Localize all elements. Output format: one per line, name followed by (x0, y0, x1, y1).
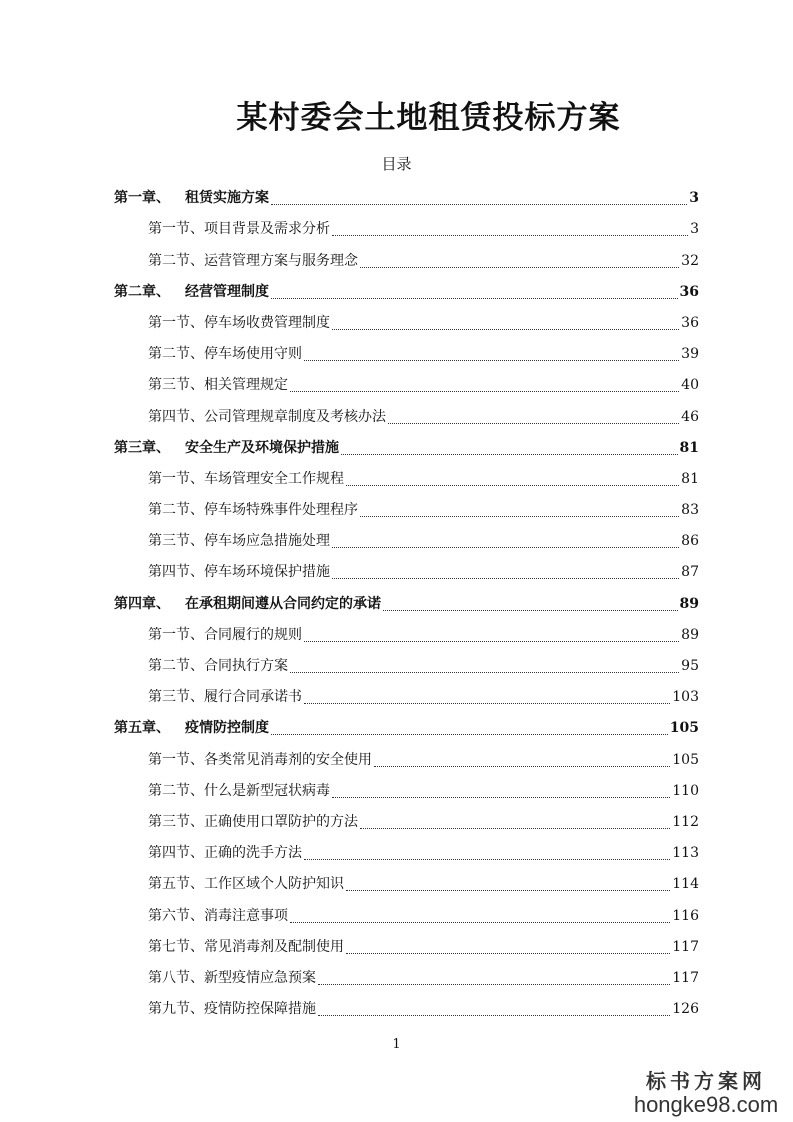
toc-dot-leader (304, 701, 670, 704)
toc-dot-leader (271, 202, 687, 205)
toc-page-number: 46 (681, 408, 699, 425)
toc-page-number: 105 (672, 751, 699, 768)
toc-dot-leader (341, 452, 678, 455)
toc-section-entry[interactable] (114, 807, 699, 838)
toc-page-number: 40 (681, 377, 699, 394)
toc-dot-leader (332, 233, 688, 236)
toc-entry-label (148, 869, 344, 900)
toc-dot-leader (374, 764, 670, 767)
toc-section-entry[interactable] (114, 651, 699, 682)
toc-entry-label (114, 183, 269, 214)
toc-entry-title: 第二节、运营管理方案与服务理念 (148, 252, 358, 269)
toc-section-entry[interactable] (114, 495, 699, 526)
toc-dot-leader (290, 670, 679, 673)
toc-entry-title: 第四节、正确的洗手方法 (148, 845, 302, 862)
toc-dot-leader (332, 576, 679, 579)
toc-dot-leader (383, 608, 678, 611)
toc-section-entry[interactable] (114, 620, 699, 651)
toc-page-number: 116 (672, 907, 699, 924)
toc-dot-leader (290, 920, 670, 923)
toc-entry-title: 经营管理制度 (185, 283, 269, 300)
toc-entry-label (148, 246, 358, 277)
toc-entry-label (148, 495, 358, 526)
toc-section-entry[interactable] (114, 557, 699, 588)
toc-section-entry[interactable] (114, 838, 699, 869)
toc-entry-title: 第二节、什么是新型冠状病毒 (148, 782, 330, 799)
toc-entry-title: 第二节、停车场使用守则 (148, 346, 302, 363)
toc-dot-leader (318, 1013, 670, 1016)
toc-entry-label (148, 339, 302, 370)
toc-entry-label (148, 994, 316, 1025)
toc-section-entry[interactable] (114, 245, 699, 276)
toc-page-number: 36 (679, 283, 699, 300)
toc-entry-label (148, 464, 344, 495)
toc-entry-label (148, 963, 316, 994)
toc-dot-leader (332, 795, 670, 798)
toc-entry-label (114, 713, 269, 744)
toc-page-number: 89 (681, 626, 699, 643)
toc-section-entry[interactable] (114, 994, 699, 1025)
toc-entry-label (148, 557, 330, 588)
toc-entry-label (114, 433, 339, 464)
toc-dot-leader (318, 982, 670, 985)
toc-entry-label (148, 901, 288, 932)
toc-page-number: 36 (681, 314, 699, 331)
toc-page-number: 114 (672, 876, 699, 893)
toc-dot-leader (360, 514, 679, 517)
toc-entry-label (148, 776, 330, 807)
toc-entry-label (148, 838, 302, 869)
table-of-contents (114, 183, 699, 1025)
toc-dot-leader (360, 265, 679, 268)
page-number: 1 (392, 1037, 401, 1052)
toc-heading: 目录 (381, 155, 412, 173)
toc-entry-title: 第五节、工作区域个人防护知识 (148, 876, 344, 893)
toc-section-entry[interactable] (114, 932, 699, 963)
toc-page-number: 112 (672, 813, 699, 830)
toc-dot-leader (346, 888, 670, 891)
toc-chapter-number: 第二章、 (114, 283, 170, 300)
toc-entry-title: 租赁实施方案 (185, 190, 269, 207)
toc-dot-leader (271, 732, 668, 735)
toc-chapter-entry[interactable] (114, 713, 699, 744)
toc-section-entry[interactable] (114, 526, 699, 557)
toc-entry-title: 第二节、合同执行方案 (148, 658, 288, 674)
toc-section-entry[interactable] (114, 339, 699, 370)
toc-page-number: 126 (672, 1001, 699, 1018)
toc-entry-label (148, 651, 288, 682)
toc-entry-label (114, 277, 269, 308)
toc-section-entry[interactable] (114, 869, 699, 900)
toc-page-number: 39 (681, 346, 699, 363)
toc-dot-leader (346, 951, 670, 954)
toc-page-number: 105 (669, 720, 699, 737)
toc-page-number: 32 (681, 252, 699, 269)
toc-entry-title: 第四节、停车场环境保护措施 (148, 564, 330, 581)
toc-page-number: 117 (672, 938, 699, 955)
toc-dot-leader (304, 857, 670, 860)
toc-chapter-number: 第五章、 (114, 720, 170, 737)
toc-section-entry[interactable] (114, 900, 699, 931)
toc-section-entry[interactable] (114, 370, 699, 401)
toc-chapter-entry[interactable] (114, 588, 699, 619)
document-title: 某村委会土地租赁投标方案 (236, 100, 621, 136)
toc-entry-title: 第一节、停车场收费管理制度 (148, 314, 330, 331)
toc-chapter-number: 第三章、 (114, 439, 170, 456)
toc-section-entry[interactable] (114, 744, 699, 775)
toc-section-entry[interactable] (114, 776, 699, 807)
toc-entry-label (148, 308, 330, 339)
toc-chapter-number: 第四章、 (114, 595, 170, 612)
toc-page-number: 3 (690, 221, 699, 238)
toc-dot-leader (271, 296, 678, 299)
toc-page-number: 3 (689, 190, 699, 207)
watermark-logo (631, 1070, 781, 1118)
toc-dot-leader (332, 545, 679, 548)
toc-entry-label (114, 589, 381, 620)
toc-entry-title: 第七节、常见消毒剂及配制使用 (148, 938, 344, 955)
toc-entry-title: 第一节、合同履行的规则 (148, 626, 302, 643)
toc-entry-title: 在承租期间遵从合同约定的承诺 (185, 595, 381, 612)
toc-page-number: 89 (679, 595, 699, 612)
toc-chapter-number: 第一章、 (114, 190, 170, 207)
toc-chapter-entry[interactable] (114, 277, 699, 308)
toc-entry-title: 第三节、履行合同承诺书 (148, 689, 302, 706)
toc-entry-title: 第一节、车场管理安全工作规程 (148, 470, 344, 487)
toc-dot-leader (388, 421, 679, 424)
toc-entry-title: 第一节、项目背景及需求分析 (148, 221, 330, 238)
toc-entry-label (148, 620, 302, 651)
toc-entry-label (148, 807, 358, 838)
toc-page-number: 87 (681, 564, 699, 581)
toc-entry-title: 第三节、停车场应急措施处理 (148, 533, 330, 550)
toc-entry-title: 第八节、新型疫情应急预案 (148, 969, 316, 986)
toc-chapter-entry[interactable] (114, 433, 699, 464)
toc-entry-title: 第三节、正确使用口罩防护的方法 (148, 813, 358, 830)
toc-dot-leader (304, 358, 679, 361)
toc-dot-leader (332, 327, 679, 330)
toc-page-number: 95 (681, 658, 699, 674)
toc-entry-label (148, 402, 386, 433)
toc-entry-title: 疫情防控制度 (185, 720, 269, 737)
toc-entry-label (148, 682, 302, 713)
toc-chapter-entry[interactable] (114, 183, 699, 214)
toc-entry-title: 第六节、消毒注意事项 (148, 907, 288, 924)
toc-page-number: 81 (681, 470, 699, 487)
toc-page-number: 86 (681, 533, 699, 550)
toc-page-number: 81 (679, 439, 699, 456)
toc-entry-title: 第一节、各类常见消毒剂的安全使用 (148, 751, 372, 768)
toc-section-entry[interactable] (114, 464, 699, 495)
toc-page-number: 83 (681, 502, 699, 519)
toc-entry-title: 第三节、相关管理规定 (148, 377, 288, 394)
toc-entry-label (148, 745, 372, 776)
toc-entry-label (148, 370, 288, 401)
toc-entry-title: 安全生产及环境保护措施 (185, 439, 339, 456)
toc-page-number: 110 (672, 782, 699, 799)
toc-dot-leader (304, 639, 679, 642)
toc-page-number: 113 (672, 845, 699, 862)
toc-section-entry[interactable] (114, 682, 699, 713)
toc-section-entry[interactable] (114, 401, 699, 432)
watermark-url-text: hongke98.com (633, 1092, 779, 1117)
toc-entry-title: 第二节、停车场特殊事件处理程序 (148, 502, 358, 519)
toc-page-number: 103 (672, 689, 699, 706)
toc-section-entry[interactable] (114, 214, 699, 245)
toc-entry-label (148, 214, 330, 245)
toc-entry-title: 第九节、疫情防控保障措施 (148, 1001, 316, 1018)
toc-section-entry[interactable] (114, 308, 699, 339)
toc-entry-label (148, 526, 330, 557)
toc-entry-label (148, 932, 344, 963)
toc-page-number: 117 (672, 969, 699, 986)
toc-section-entry[interactable] (114, 963, 699, 994)
toc-dot-leader (290, 389, 679, 392)
watermark-cn-text: 标书方案网 (646, 1069, 766, 1093)
toc-dot-leader (360, 826, 670, 829)
toc-dot-leader (346, 483, 679, 486)
toc-entry-title: 第四节、公司管理规章制度及考核办法 (148, 408, 386, 425)
